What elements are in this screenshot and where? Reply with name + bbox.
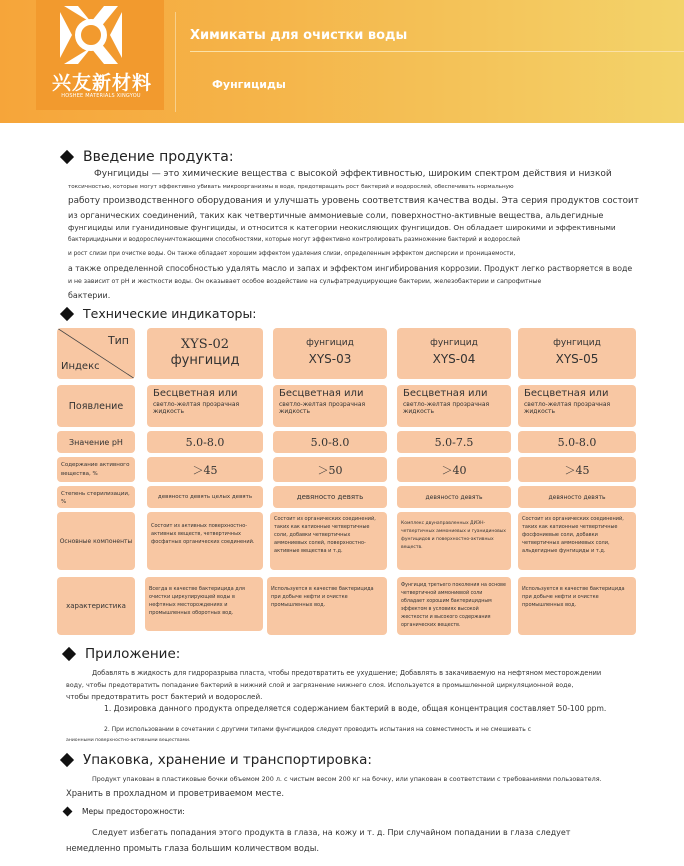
packaging-heading-text: Упаковка, хранение и транспортировка: [83, 752, 372, 768]
logo-mark-icon [56, 2, 126, 68]
application-line: воду, чтобы предотвратить попадание бактерий в нижний слой и загрязнение нижнего слоя. Используется в промышленной циркуляционной воде, [66, 681, 574, 689]
column-header-line2: XYS-04 [432, 352, 476, 366]
table-cell: девяносто девять [273, 486, 387, 508]
table-cell: девяносто девять [397, 486, 511, 508]
packaging-line: Хранить в прохладном и проветриваемом месте. [66, 788, 285, 798]
table-cell: 5.0-7.5 [397, 431, 511, 453]
logo [36, 0, 164, 110]
tech-heading [62, 306, 257, 321]
column-header-line1: фунгицид [430, 338, 478, 348]
column-header-line1: фунгицид [306, 338, 354, 348]
column-header-line1: XYS-02 [180, 337, 230, 352]
intro-line: фунгициды или гуанидиновые фунгициды, и относится к категории неокисляющих фунгицидов. Он обладает широкими и эффективными [68, 223, 616, 232]
cell-text: светло-желтая прозрачная [403, 401, 490, 408]
row-label-components: Основные компоненты [57, 512, 135, 570]
page-subtitle: Фунгициды [212, 78, 286, 91]
banner-separator [175, 12, 176, 112]
application-line: 2. При использовании в сочетании с другими типами фунгицидов следует проводить испытания на совместимость и не смешивать с [104, 726, 532, 733]
banner-divider [190, 51, 684, 52]
table-cell: Состоит из органических соединений, таких как катионные четвертичные фосфониевые соли, добавки четвертичных аммониевых соли, альдегидные фунгициды и т.д. [518, 512, 636, 570]
table-cell: Состоит из органических соединений, таких как катионные четвертичные соли, добавки четвертичных аммониевых солей, поверхностно-активные вещества и т.д. [270, 512, 387, 570]
row-label-appearance: Появление [57, 385, 135, 427]
intro-line: бактерии. [68, 291, 111, 300]
table-cell: 5.0-8.0 [273, 431, 387, 453]
intro-line: и рост слизи при очистке воды. Он также обладает хорошим эффектом удаления слизи, определенным эффектом дисперсии и проницаемости, [68, 251, 516, 257]
row-label-characteristics: характеристика [57, 577, 135, 635]
application-line: чтобы предотвратить рост бактерий и водорослей. [66, 692, 263, 701]
table-cell: Используется в качестве бактерицида при добыче нефти и очистке промышленных вод. [518, 577, 636, 635]
application-heading [64, 646, 180, 662]
intro-line: работу производственного оборудования и улучшать уровень соответствия качества воды. Эта серия продуктов состоит [68, 196, 639, 206]
column-header-line2: XYS-03 [308, 352, 352, 366]
table-cell: ＞45 [147, 457, 263, 482]
packaging-heading [62, 752, 372, 768]
column-header-xys04 [397, 328, 511, 379]
intro-heading-text: Введение продукта: [83, 149, 234, 165]
table-cell: девяносто девять целых девять [147, 486, 263, 508]
precautions-line: немедленно промыть глаза большим количеством воды. [66, 843, 319, 853]
table-cell: Используется в качестве бактерицида при добыче нефти и очистке промышленных вод. [267, 577, 387, 635]
column-header-line1: фунгицид [553, 338, 601, 348]
table-cell: Фунгицид третьего поколения на основе четвертичной аммониевой соли обладает хорошим бактерицидным эффектом в условиях высокой жесткости и высокого содержания органических веществ. [397, 577, 511, 635]
intro-line: Фунгициды — это химические вещества с высокой эффективностью, широким спектром действия и низкой [94, 169, 612, 179]
cell-text: жидкость [524, 408, 556, 415]
column-header-xys02 [147, 328, 263, 379]
table-cell [397, 385, 511, 427]
packaging-line: Продукт упакован в пластиковые бочки объемом 200 л. с чистым весом 200 кг на бочку, или упакован в соответствии с требованиями пользователя. [92, 775, 602, 783]
table-cell: Всегда в качестве бактерицида для очистки циркулирующей воды в нефтяных месторождениях и промышленных оборотных вод. [145, 577, 263, 631]
row-label-sterilization: Степень стерилизации, % [57, 486, 135, 508]
bullet-diamond-icon [60, 150, 74, 164]
cell-text: Бесцветная или [279, 388, 364, 399]
table-cell: Состоит из активных поверхностно-активных веществ, четвертичных фосфатных органических соединений. [147, 512, 263, 570]
cell-text: Бесцветная или [524, 388, 609, 399]
precautions-heading [64, 807, 185, 816]
cell-text: светло-желтая прозрачная [524, 401, 611, 408]
intro-line: бактерицидными и водорослеуничтожающими способностями, которые могут эффективно контролировать размножение бактерий и водорослей [68, 237, 521, 243]
intro-line: из органических соединений, таких как четвертичные аммониевые соли, поверхностно-активные вещества, альдегидные [68, 210, 604, 220]
corner-type-label: Тип [107, 334, 129, 347]
application-heading-text: Приложение: [85, 646, 181, 662]
application-line: 1. Дозировка данного продукта определяется содержанием бактерий в воде, общая концентрация составляет 50-100 ppm. [104, 704, 607, 713]
bullet-diamond-icon [62, 647, 76, 661]
table-cell: Комплекс двунаправленных ДИЭН-четвертичных аммониевых и гуанидиновых фунгицидов и поверхностно-активных веществ. [397, 512, 511, 570]
logo-subtext: HOSHEE MATERIALS XINGYOU [61, 93, 141, 99]
row-label-ph: Значение pH [57, 431, 135, 453]
header-banner [0, 0, 684, 123]
table-cell: ＞50 [273, 457, 387, 482]
cell-text: светло-желтая прозрачная [153, 401, 240, 408]
intro-line: а также определенной способностью удалять масло и запах и эффектом ингибирования коррозии. Продукт легко растворяется в воде [68, 264, 633, 273]
tech-heading-text: Технические индикаторы: [83, 306, 257, 321]
table-cell [273, 385, 387, 427]
page-title: Химикаты для очистки воды [190, 28, 408, 43]
cell-text: жидкость [153, 408, 185, 415]
logo-text: 兴友新材料 [52, 72, 153, 94]
column-header-line2: фунгицид [170, 353, 240, 368]
table-cell: ＞40 [397, 457, 511, 482]
bullet-diamond-icon [60, 753, 74, 767]
intro-line: токсичностью, которые могут эффективно убивать микроорганизмы в воде, предотвращать рост бактерий и водорослей, обеспечивать нормальную [68, 184, 514, 190]
precautions-heading-text: Меры предосторожности: [82, 807, 185, 816]
cell-text: жидкость [403, 408, 435, 415]
application-line: анионными поверхностно-активными веществами. [66, 738, 191, 743]
table-cell [518, 385, 636, 427]
bullet-diamond-icon [60, 306, 74, 320]
table-cell: девяносто девять [518, 486, 636, 508]
application-line: Добавлять в жидкость для гидроразрыва пласта, чтобы предотвратить ее ухудшение; Добавлять в закачиваемую на нефтяном месторождении [92, 669, 602, 677]
bullet-diamond-icon [63, 807, 73, 817]
cell-text: жидкость [279, 408, 311, 415]
cell-text: Бесцветная или [153, 388, 238, 399]
table-corner-cell [57, 328, 135, 379]
cell-text: Бесцветная или [403, 388, 488, 399]
table-cell: ＞45 [518, 457, 636, 482]
row-label-active-content: Содержание активного вещества, % [57, 457, 135, 482]
column-header-xys03 [273, 328, 387, 379]
precautions-line: Следует избегать попадания этого продукта в глаза, на кожу и т. д. При случайном попадании в глаза следует [92, 828, 571, 837]
intro-line: и не зависит от pH и жесткости воды. Он оказывает особое воздействие на сульфатредуцирующие бактерии, железобактерии и сапрофитные [68, 278, 542, 285]
table-cell: 5.0-8.0 [518, 431, 636, 453]
cell-text: светло-желтая прозрачная [279, 401, 366, 408]
column-header-xys05 [518, 328, 636, 379]
column-header-line2: XYS-05 [555, 352, 599, 366]
table-cell: 5.0-8.0 [147, 431, 263, 453]
intro-heading [62, 149, 234, 165]
corner-index-label: Индекс [61, 361, 100, 372]
table-cell [147, 385, 263, 427]
